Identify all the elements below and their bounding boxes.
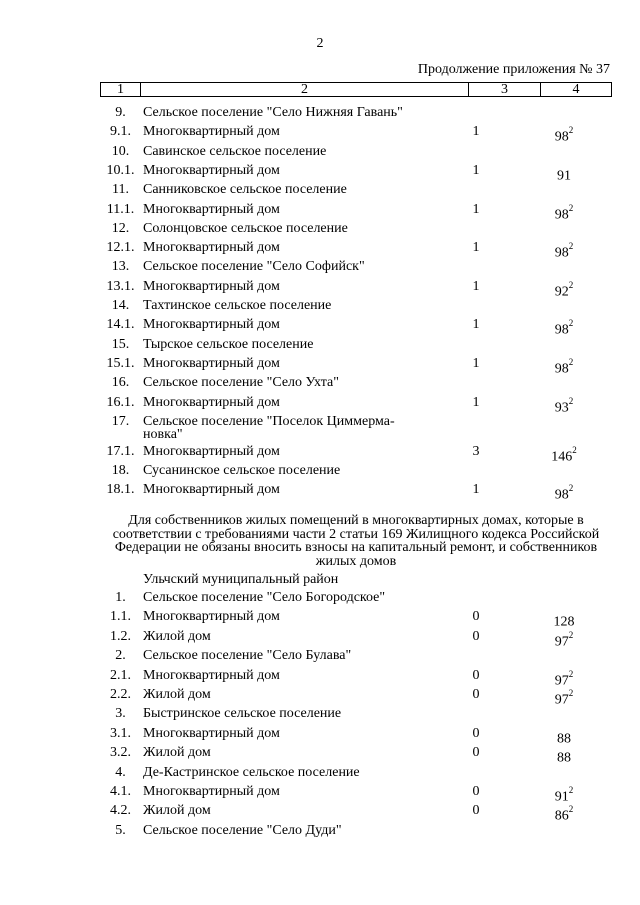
table-row	[100, 725, 612, 747]
row-title: Де-Кастринское сельское поселение	[143, 764, 360, 780]
row-number: 15.1.	[106, 355, 135, 371]
row-number: 11.1.	[106, 201, 135, 217]
row-number: 15.	[111, 336, 130, 352]
table-row	[100, 316, 612, 338]
row-col-4-superscript: 2	[568, 125, 574, 136]
row-col-4	[524, 481, 604, 505]
row-col-4-value: 98	[554, 361, 569, 377]
row-col-4-value: 97	[554, 692, 569, 708]
row-col-3: 0	[472, 628, 480, 644]
table-row	[100, 355, 612, 377]
table-row	[100, 336, 612, 354]
district-title: Ульчский муниципальный район	[143, 572, 339, 587]
row-title: Савинское сельское поселение	[143, 143, 327, 159]
row-col-4-superscript: 2	[568, 318, 574, 329]
row-col-4-value: 91	[557, 168, 571, 184]
row-number: 3.2.	[110, 745, 131, 761]
row-col-3: 0	[472, 609, 480, 625]
row-title: Многоквартирный дом	[143, 443, 280, 459]
row-col-3: 1	[472, 394, 480, 410]
row-col-3: 1	[472, 278, 480, 294]
row-title: Жилой дом	[143, 628, 211, 644]
row-title: Сельское поселение "Село Ухта"	[143, 375, 339, 391]
table-row	[100, 374, 612, 392]
row-col-4-superscript: 2	[568, 279, 574, 290]
table-header	[100, 82, 612, 97]
row-col-4-value: 98	[554, 488, 569, 504]
row-number: 3.1.	[110, 725, 131, 741]
table-row	[100, 705, 612, 723]
row-col-3: 3	[472, 443, 480, 459]
row-number: 1.1.	[110, 609, 131, 625]
row-title: Многоквартирный дом	[143, 667, 280, 683]
row-title: Солонцовское сельское поселение	[143, 220, 348, 236]
row-col-3: 0	[472, 803, 480, 819]
table-row	[100, 201, 612, 223]
table-row	[100, 744, 612, 766]
table-row	[100, 686, 612, 708]
table-row	[100, 589, 612, 607]
row-title: Сельское поселение "Поселок Циммерма-новка"	[143, 413, 395, 442]
row-col-4-superscript: 2	[568, 785, 574, 795]
row-number: 5.	[115, 822, 126, 838]
row-col-4-superscript: 2	[568, 668, 574, 679]
row-col-4-superscript: 2	[572, 444, 577, 455]
header-col-3: 3	[469, 83, 541, 96]
row-number: 12.1.	[106, 240, 135, 256]
row-col-4-superscript: 2	[568, 804, 574, 815]
table-row	[100, 181, 612, 199]
row-col-4-value: 86	[554, 809, 569, 825]
table-row	[100, 413, 612, 442]
table-row	[100, 443, 612, 465]
row-col-4-superscript: 2	[568, 483, 574, 494]
row-title: Сусанинское сельское поселение	[143, 463, 341, 479]
table-row	[100, 802, 612, 825]
row-col-3: 1	[472, 162, 480, 178]
row-title: Жилой дом	[143, 745, 211, 761]
row-number: 4.2.	[110, 803, 131, 819]
row-title: Сельское поселение "Село Булава"	[143, 648, 352, 664]
table-row	[100, 608, 612, 631]
row-col-3: 1	[472, 355, 480, 371]
row-title: Сельское поселение "Село Нижняя Гавань"	[143, 105, 403, 120]
row-col-4-value: 88	[557, 750, 571, 766]
row-col-4-value: 97	[554, 673, 569, 689]
header-col-2: 2	[141, 83, 469, 96]
table-row	[100, 667, 612, 689]
row-number: 10.1.	[106, 162, 135, 178]
row-title: Быстринское сельское поселение	[143, 706, 342, 722]
row-col-4-value: 88	[557, 731, 571, 747]
table-row	[100, 822, 612, 840]
row-number: 13.1.	[106, 278, 135, 294]
row-number: 17.	[111, 413, 130, 429]
row-title: Многоквартирный дом	[143, 278, 280, 294]
row-number: 11.	[112, 182, 129, 198]
row-number: 14.	[111, 298, 130, 313]
row-col-3: 0	[472, 687, 480, 702]
continuation-note: Продолжение приложения № 37	[417, 62, 610, 77]
row-title: Многоквартирный дом	[143, 482, 280, 498]
section-heading: Для собственников жилых помещений в многоквартирных домах, которые в соответствии с требованиями части 2 статьи 169 Жилищного кодекса Российской Федерации не обязаны вносить взносы на капитальный ремонт, и собственников жилых домов	[112, 513, 600, 569]
row-title: Многоквартирный дом	[143, 609, 280, 625]
table-row	[100, 394, 612, 416]
header-col-4: 4	[572, 82, 580, 97]
table-row	[100, 258, 612, 276]
row-number: 12.	[111, 220, 130, 236]
row-number: 1.	[115, 590, 126, 605]
row-col-4-superscript: 2	[568, 395, 574, 406]
row-col-4-value: 146	[551, 449, 573, 465]
row-title: Сельское поселение "Село Богородское"	[143, 590, 386, 605]
row-title: Многоквартирный дом	[143, 162, 280, 178]
row-title: Многоквартирный дом	[143, 784, 280, 799]
row-col-4-value: 98	[554, 207, 569, 223]
row-col-4-value: 98	[554, 245, 569, 261]
table-row	[100, 239, 612, 261]
row-col-3: 1	[472, 124, 480, 140]
row-col-4-superscript: 2	[568, 356, 574, 367]
table-row	[100, 220, 612, 238]
table-row	[100, 278, 612, 300]
table-row	[100, 764, 612, 782]
row-title: Многоквартирный дом	[143, 240, 280, 256]
row-col-3: 0	[472, 745, 480, 761]
table-row	[100, 104, 612, 122]
row-number: 10.	[111, 143, 130, 159]
row-col-3: 0	[472, 667, 480, 683]
row-number: 13.	[111, 259, 130, 275]
row-title: Многоквартирный дом	[143, 355, 280, 371]
page-number: 2	[316, 36, 324, 51]
row-number: 2.1.	[110, 667, 131, 683]
row-title: Санниковское сельское поселение	[143, 182, 347, 198]
row-number: 18.1.	[106, 482, 135, 498]
row-col-4-superscript: 2	[568, 241, 574, 252]
header-col-1: 1	[101, 83, 141, 96]
row-col-4-superscript: 2	[568, 688, 574, 698]
row-number: 4.1.	[110, 784, 131, 799]
row-col-4-superscript: 2	[568, 202, 574, 213]
row-col-4-superscript: 2	[568, 629, 574, 640]
row-col-3: 0	[472, 784, 480, 799]
row-col-4-value: 98	[554, 129, 569, 145]
row-number: 17.1.	[106, 443, 135, 459]
row-title: Сельское поселение "Село Софийск"	[143, 259, 365, 275]
table-row	[100, 123, 612, 145]
row-number: 9.	[115, 105, 126, 120]
table-row	[100, 297, 612, 315]
table-row	[100, 481, 612, 504]
table-row	[100, 628, 612, 650]
row-title: Жилой дом	[143, 687, 211, 702]
table-row	[100, 783, 612, 805]
row-col-3: 1	[472, 240, 480, 256]
row-number: 14.1.	[106, 317, 135, 333]
table-row	[100, 462, 612, 480]
row-col-4-value: 92	[554, 284, 569, 300]
row-title: Многоквартирный дом	[143, 201, 280, 217]
row-col-4-value: 93	[554, 400, 569, 416]
row-col-3: 1	[472, 482, 480, 498]
row-title: Тахтинское сельское поселение	[143, 298, 332, 313]
row-number: 3.	[115, 706, 126, 722]
row-number: 16.1.	[106, 394, 135, 410]
row-title: Многоквартирный дом	[143, 725, 280, 741]
row-title: Сельское поселение "Село Дуди"	[143, 822, 342, 838]
row-number: 18.	[111, 463, 130, 479]
row-col-3: 0	[472, 725, 480, 741]
row-title: Жилой дом	[143, 803, 211, 819]
row-col-4-value: 128	[553, 615, 575, 631]
row-title: Многоквартирный дом	[143, 394, 280, 410]
row-number: 2.	[115, 648, 126, 664]
row-col-3: 1	[472, 201, 480, 217]
row-title: Многоквартирный дом	[143, 317, 280, 333]
row-col-4-value: 98	[554, 322, 569, 338]
row-number: 9.1.	[110, 124, 131, 140]
table-row	[100, 143, 612, 161]
row-title: Многоквартирный дом	[143, 124, 280, 140]
table-row	[100, 162, 612, 184]
row-col-3: 1	[472, 317, 480, 333]
row-number: 4.	[115, 764, 126, 780]
row-col-4-value: 97	[554, 634, 569, 650]
row-number: 1.2.	[110, 628, 131, 644]
row-number: 2.2.	[110, 687, 131, 702]
table-row	[100, 647, 612, 665]
row-number: 16.	[111, 375, 130, 391]
row-title: Тырское сельское поселение	[143, 336, 314, 352]
row-col-4-value: 91	[554, 789, 569, 805]
